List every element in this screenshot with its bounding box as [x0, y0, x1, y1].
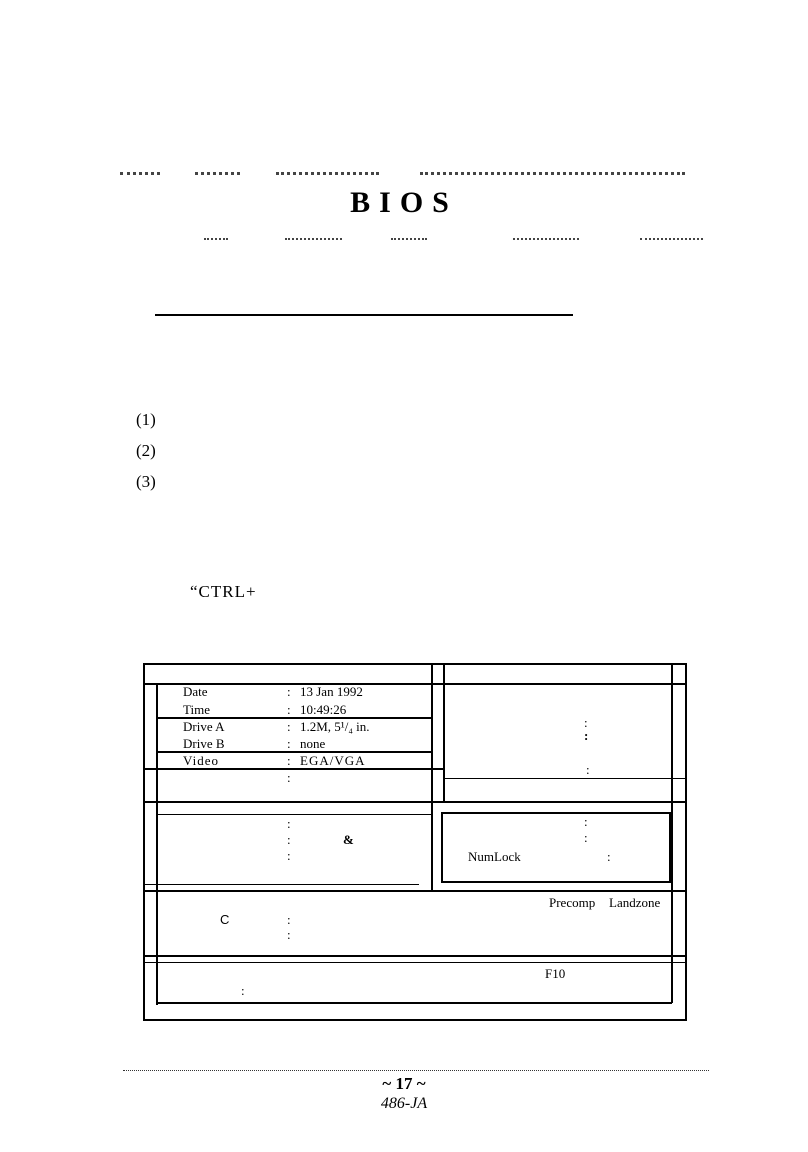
top-inner-line [143, 683, 687, 685]
row-date-colon: : [287, 684, 291, 699]
header-rule-4 [420, 172, 685, 175]
bottom-inner-line [156, 1002, 672, 1004]
top-section-bottom-2 [156, 814, 432, 815]
subtitle-rule-1 [204, 238, 228, 240]
mid-right-colon-1: : [584, 814, 588, 829]
drive-section-bottom-2 [143, 962, 687, 963]
right-colon-1: : [584, 715, 588, 730]
bottom-colon: : [241, 983, 245, 998]
footer-rule [123, 1070, 709, 1071]
model-name: 486-JA [380, 1095, 428, 1112]
inner-right-line [671, 663, 673, 1003]
right-box-line [443, 778, 687, 779]
row-drive-a-colon: : [287, 719, 291, 734]
middle-line [143, 884, 419, 885]
row-time-label: Time [183, 702, 210, 717]
subtitle-rule-3 [391, 238, 427, 240]
drive-c-colon: : [287, 912, 291, 927]
list-marker-1: (1) [136, 410, 156, 429]
middle-section-bottom [143, 890, 687, 892]
row-drive-b-label: Drive B [183, 736, 225, 751]
list-marker-3: (3) [136, 472, 156, 491]
precomp-label: Precomp [549, 895, 596, 910]
row-date-value: 13 Jan 1992 [300, 684, 363, 699]
mid-colon-3: : [287, 848, 291, 863]
landzone-label: Landzone [609, 895, 661, 910]
row-video-value: EGA/VGA [300, 753, 366, 768]
header-rule-2 [195, 172, 240, 175]
list-marker-2: (2) [136, 441, 156, 460]
row-drive-a-label: Drive A [183, 719, 225, 734]
subtitle-rule-4 [513, 238, 579, 240]
numlock-colon: : [607, 849, 611, 864]
ampersand-text: & [343, 832, 354, 847]
row-video-colon: : [287, 753, 291, 768]
section-underline [155, 314, 573, 316]
right-colon-2: : [584, 728, 589, 743]
page-title: BIOS [350, 186, 458, 219]
header-rule-1 [120, 172, 160, 175]
drive-d-colon: : [287, 927, 291, 942]
row-time-colon: : [287, 702, 291, 717]
row-drive-a-value: 1.2M, 5¹/₄ in. [300, 719, 370, 734]
header-rule-3 [276, 172, 379, 175]
subtitle-rule-5 [640, 238, 703, 240]
ctrl-key-text: “CTRL+ [190, 582, 257, 601]
top-section-bottom [143, 801, 687, 803]
top-section-divider-right [443, 663, 445, 803]
mid-right-colon-2: : [584, 830, 588, 845]
row-date-label: Date [183, 684, 208, 699]
top-section-divider-left [431, 663, 433, 803]
row-time-value: 10:49:26 [300, 702, 347, 717]
numlock-label: NumLock [468, 849, 521, 864]
drive-section-bottom [143, 955, 687, 957]
mid-colon-1: : [287, 816, 291, 831]
row-drive-b-value: none [300, 736, 326, 751]
right-colon-3: : [586, 762, 590, 777]
f10-label: F10 [545, 966, 566, 981]
numlock-box [441, 812, 671, 883]
middle-divider [431, 801, 433, 891]
subtitle-rule-2 [285, 238, 342, 240]
row-blank-colon: : [287, 770, 291, 785]
page-number: ~ 17 ~ [382, 1074, 426, 1093]
mid-colon-2: : [287, 832, 291, 847]
row-drive-b-colon: : [287, 736, 291, 751]
row-video-label: Video [183, 753, 219, 768]
drive-c-label: C [220, 912, 230, 927]
